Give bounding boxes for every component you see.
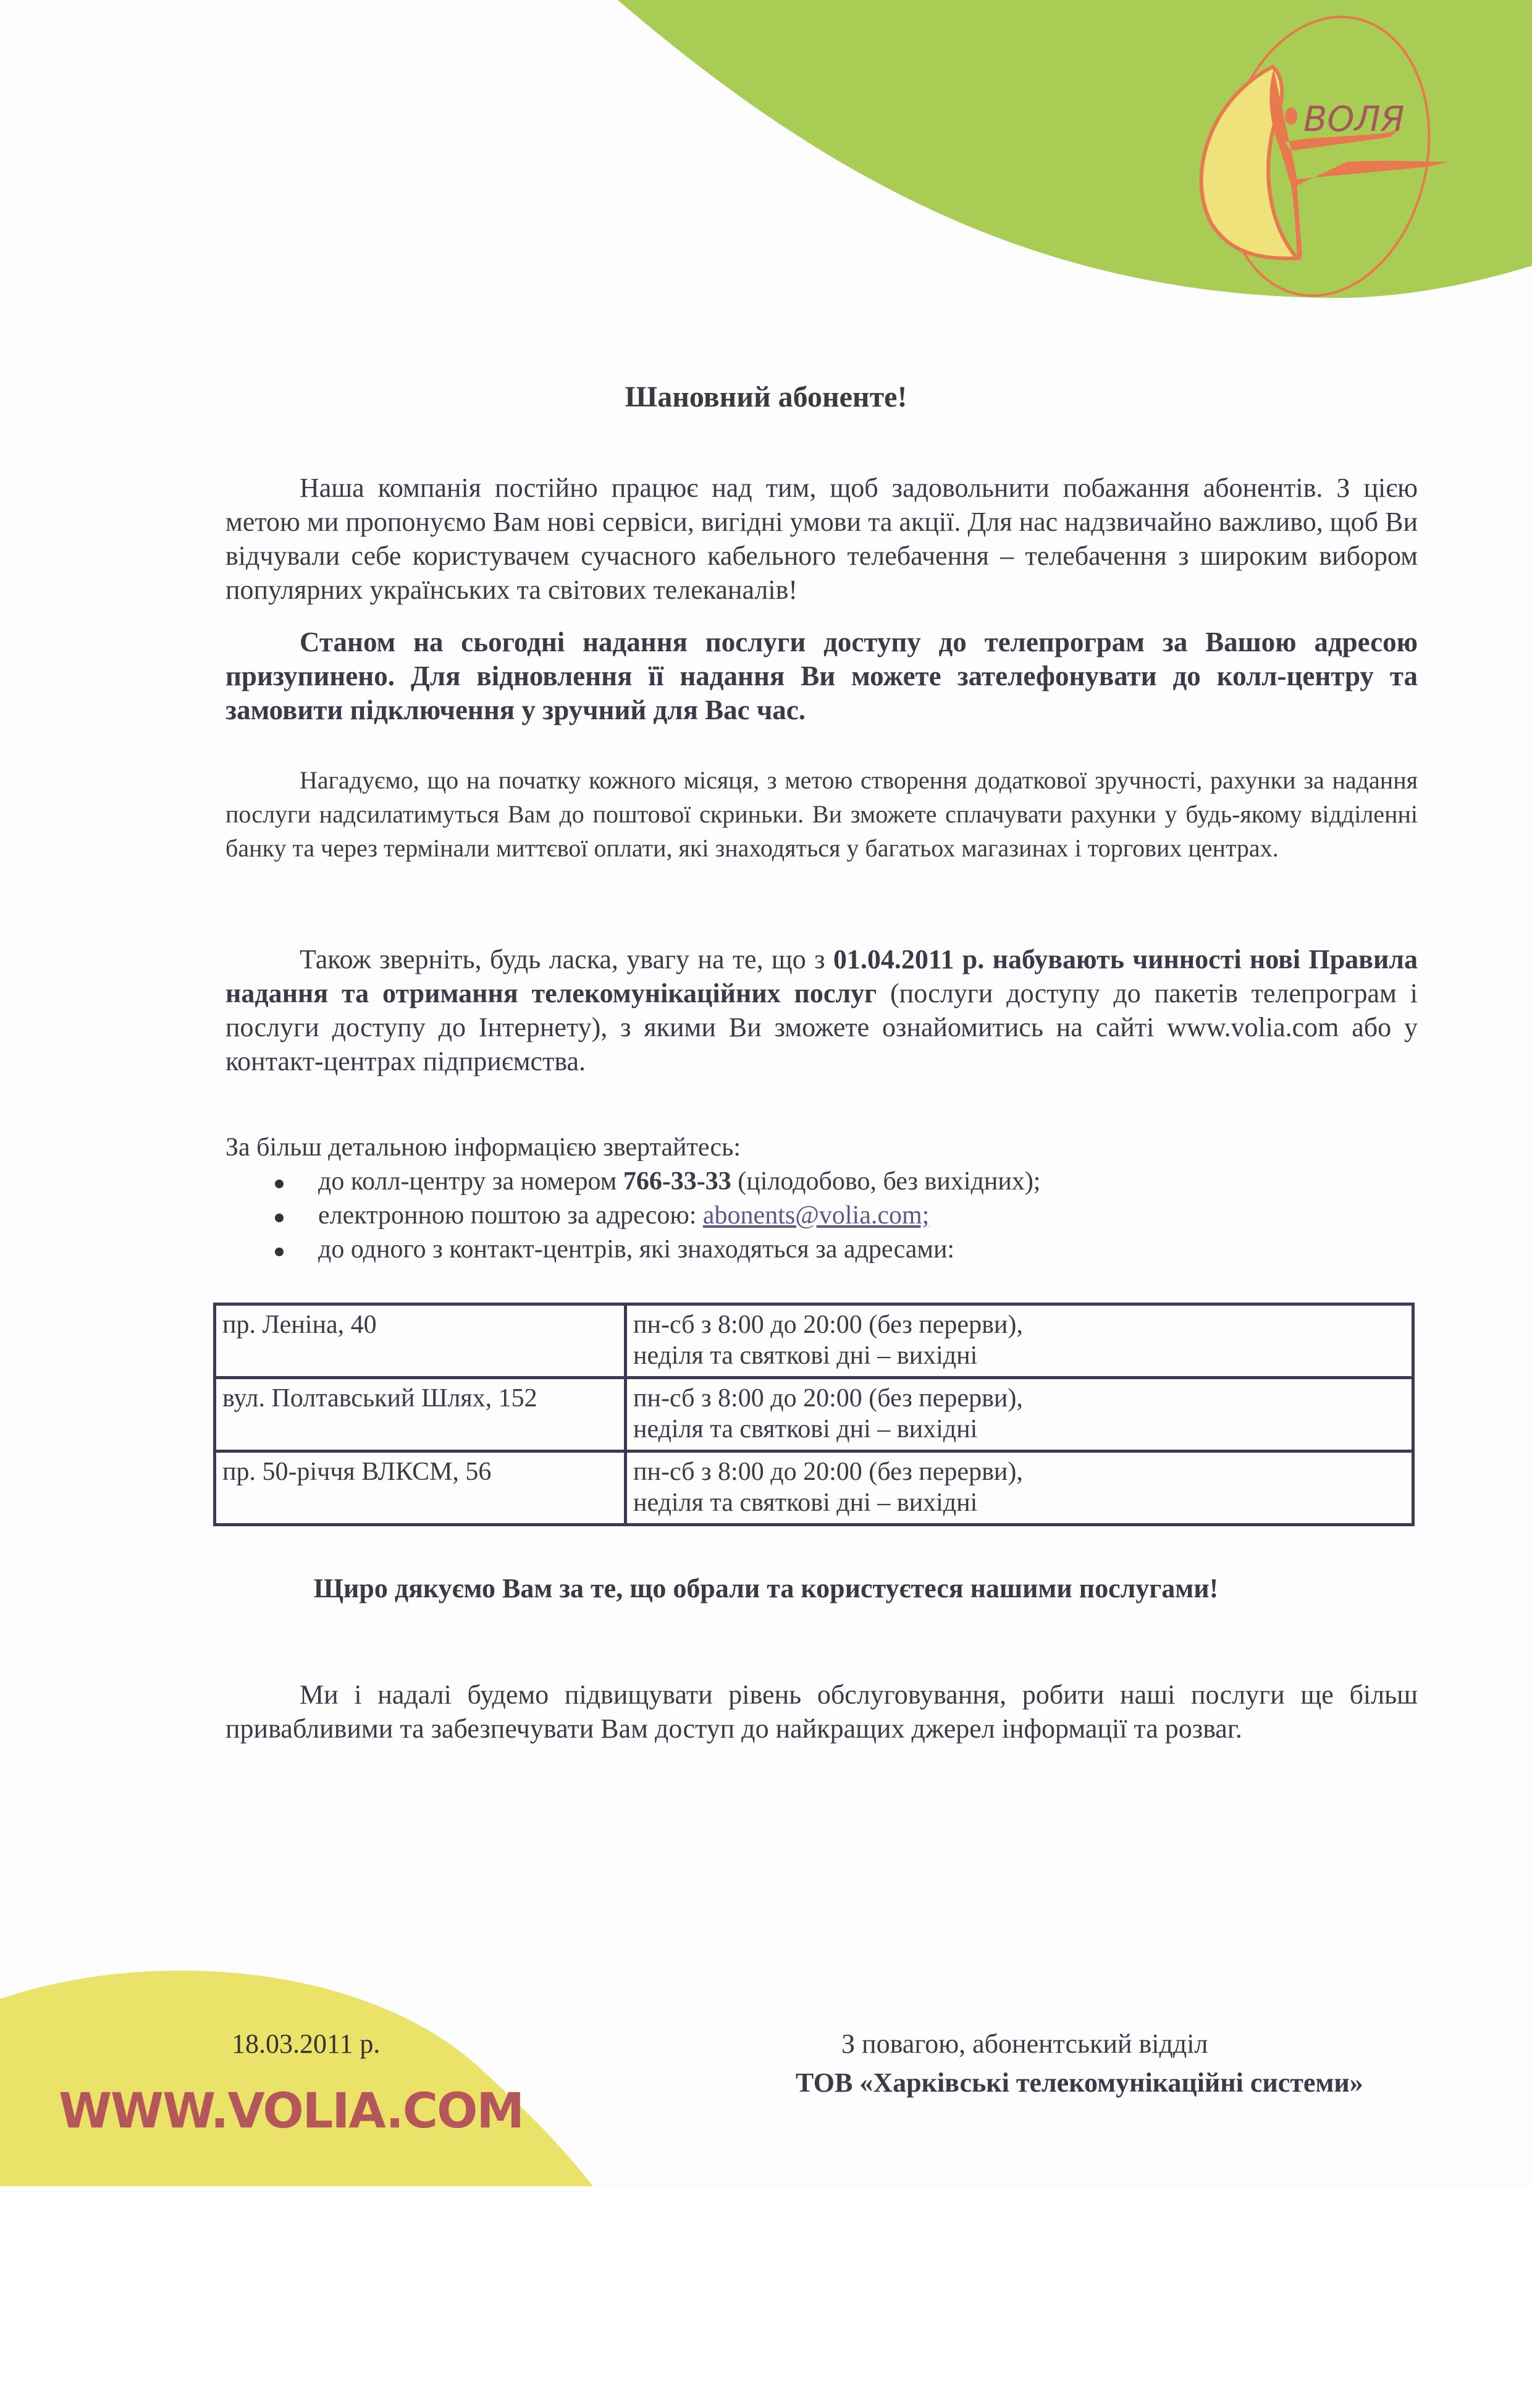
- office-hours: пн-сб з 8:00 до 20:00 (без перерви), неділя та святкові дні – вихідні: [626, 1378, 1413, 1451]
- thanks-heading: Щиро дякуємо Вам за те, що обрали та користуєтеся нашими послугами!: [313, 1573, 1219, 1603]
- rules-text-part2: (послуги доступу до пакетів телепрограм і послуги доступу до Інтернету), з якими Ви зможете ознайомитись на сайті www.volia.com або у контакт-центрах підприємства.: [225, 978, 1418, 1076]
- table-row: [215, 1451, 1413, 1525]
- greeting-heading: Шановний абоненте!: [625, 381, 907, 413]
- office-address: пр. Леніна, 40: [215, 1304, 626, 1378]
- table-row: [215, 1304, 1413, 1378]
- rules-effective-date: 01.04.2011 р. набувають чинності нові Правила надання та отримання телекомунікаційних послуг: [225, 944, 1418, 1008]
- rules-paragraph: [225, 942, 1418, 1078]
- call-center-phone: 766-33-33: [623, 1167, 731, 1196]
- office-hours: пн-сб з 8:00 до 20:00 (без перерви), неділя та святкові дні – вихідні: [626, 1451, 1413, 1525]
- closing-paragraph: Ми і надалі будемо підвищувати рівень обслуговування, робити наші послуги ще більш привабливими та забезпечувати Вам доступ до найкращих джерел інформації та розваг.: [225, 1679, 1418, 1744]
- rules-text-part1: Також зверніть, будь ласка, увагу на те, що з: [300, 944, 833, 974]
- office-address: вул. Полтавський Шлях, 152: [215, 1378, 626, 1451]
- yellow-footer-shape: [0, 1971, 593, 2186]
- signature-department: З повагою, абонентський відділ: [841, 2029, 1208, 2059]
- contact-item-call-center: до колл-центру за номером 766-33-33 (цілодобово, без вихідних);: [225, 1165, 1399, 1199]
- offices-table: [213, 1303, 1415, 1526]
- email-link[interactable]: abonents@volia.com;: [702, 1201, 930, 1230]
- intro-paragraph: Наша компанія постійно працює над тим, щоб задовольнити побажання абонентів. З цією метою ми пропонуємо Вам нові сервіси, вигідні умови та акції. Для нас надзвичайно важливо, щоб Ви відчували себе користувачем сучасного кабельного телебачення – телебачення з широким вибором популярних українських та світових телеканалів!: [225, 473, 1418, 605]
- contact-list: [225, 1165, 1399, 1267]
- contact-info: [225, 1131, 1399, 1267]
- office-address: пр. 50-річчя ВЛКСМ, 56: [215, 1451, 626, 1525]
- office-hours: пн-сб з 8:00 до 20:00 (без перерви), неділя та святкові дні – вихідні: [626, 1304, 1413, 1378]
- signature-company: ТОВ «Харківські телекомунікаційні системи»: [796, 2068, 1363, 2098]
- table-row: [215, 1378, 1413, 1451]
- logo-wordmark: ВОЛЯ: [1303, 99, 1405, 140]
- website-banner[interactable]: WWW.VOLIA.COM: [59, 2084, 524, 2139]
- contact-item-email: електронною поштою за адресою: abonents@volia.com;: [225, 1199, 1399, 1233]
- green-header-shape: [618, 0, 1532, 298]
- billing-paragraph: Нагадуємо, що на початку кожного місяця, з метою створення додаткової зручності, рахунки за надання послуги надсилатимуться Вам до поштової скриньки. Ви зможете сплачувати рахунки у будь-якому відділенні банку та через термінали миттєвої оплати, які знаходяться у багатьох магазинах і торгових центрах.: [225, 766, 1418, 862]
- contact-item-offices: до одного з контакт-центрів, які знаходяться за адресами:: [225, 1233, 1399, 1267]
- logo-dot: [1285, 108, 1297, 125]
- bullet-icon: [275, 1248, 284, 1256]
- bullet-icon: [275, 1214, 284, 1222]
- service-suspended-notice: Станом на сьогодні надання послуги доступу до телепрограм за Вашою адресою призупинено. Для відновлення її надання Ви можете зателефонувати до колл-центру та замовити підключення у зручний для Вас час.: [225, 627, 1418, 725]
- contact-intro: За більш детальною інформацією звертайтесь:: [225, 1133, 741, 1162]
- bullet-icon: [275, 1180, 284, 1188]
- letter-date: 18.03.2011 р.: [232, 2029, 381, 2059]
